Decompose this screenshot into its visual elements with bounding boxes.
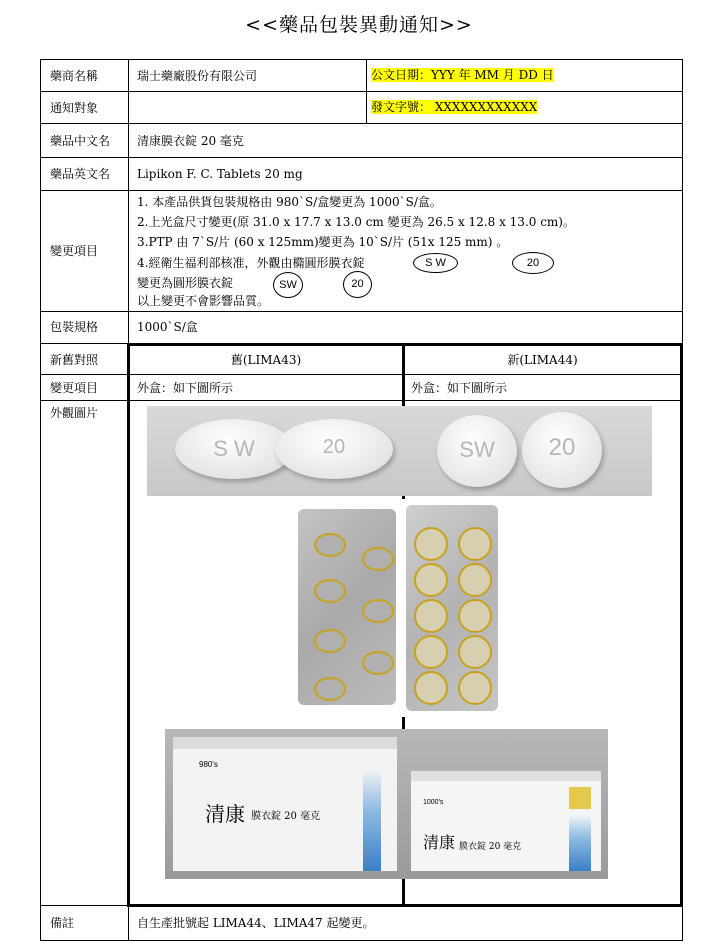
old-tablet-icon — [413, 253, 458, 273]
row-divider — [40, 400, 683, 401]
change-line-3: 3.PTP 由 7`S/片 (60 x 125mm)變更為 10`S/片 (51x 125 mm) 。 — [137, 235, 509, 249]
tablet-photo — [147, 406, 652, 496]
old-tablet-mark: S W — [425, 257, 446, 269]
blister-bubble — [414, 671, 448, 705]
new-tablet-number: 20 — [351, 278, 364, 290]
new-round-tablet-left-mark: SW — [459, 437, 495, 462]
new-tablet-number-icon — [343, 271, 372, 298]
page-title: <<藥品包裝異動通知>> — [245, 14, 473, 36]
old-oval-tablet-mark: S W — [213, 436, 255, 461]
table-border-bottom — [40, 940, 683, 941]
old-round-tablet-mark: 20 — [322, 436, 346, 458]
cn-name-label: 藥品中文名 — [50, 134, 111, 148]
blister-bubble — [314, 533, 346, 557]
new-change-value: 外盒：如下圖所示 — [411, 381, 508, 395]
compare-frame-right — [680, 343, 683, 907]
old-box-desc: 膜衣錠 20 毫克 — [251, 811, 321, 822]
blister-bubble — [458, 635, 492, 669]
appearance-label: 外觀圖片 — [50, 406, 99, 420]
change-label: 變更項目 — [50, 244, 99, 258]
new-tablet-mark: SW — [279, 279, 297, 291]
new-box-count: 1000's — [423, 799, 444, 806]
cn-name-value: 清康膜衣錠 20 毫克 — [137, 134, 244, 148]
table-border-top — [40, 59, 683, 60]
remark-label: 備註 — [50, 916, 75, 930]
old-box-brand: 清康 — [205, 802, 245, 826]
compare-frame-left — [127, 343, 130, 907]
pack-label: 包裝規格 — [50, 320, 99, 334]
change-line-6: 以上變更不會影響品質。 — [137, 294, 270, 308]
blister-bubble — [362, 599, 394, 623]
compare-label: 新舊對照 — [50, 353, 99, 367]
row-divider — [40, 123, 683, 124]
remark-value: 自生產批號起 LIMA44、LIMA47 起變更。 — [137, 916, 375, 930]
new-round-tablet-right-mark: 20 — [548, 434, 576, 461]
blister-bubble — [362, 651, 394, 675]
blister-bubble — [458, 563, 492, 597]
vendor-label: 藥商名稱 — [50, 69, 99, 83]
old-box-count: 980's — [199, 760, 218, 769]
row-divider — [40, 311, 683, 312]
blister-bubble — [458, 599, 492, 633]
old-box-blue-stripe — [363, 769, 381, 871]
change-item-label: 變更項目 — [50, 381, 99, 395]
en-name-value: Lipikon F. C. Tablets 20 mg — [137, 167, 303, 181]
blister-bubble — [314, 629, 346, 653]
row-divider — [40, 190, 683, 191]
doc-date-highlight: 公文日期：YYY 年 MM 月 DD 日 — [371, 68, 554, 82]
blister-bubble — [414, 599, 448, 633]
old-tablet-number: 20 — [526, 257, 540, 269]
compare-frame-top — [127, 343, 683, 346]
table-border-left — [40, 59, 41, 941]
blister-bubble — [362, 547, 394, 571]
vendor-value: 瑞士藥廠股份有限公司 — [137, 69, 258, 83]
new-box-blue-stripe — [569, 815, 591, 871]
blister-bubble — [314, 677, 346, 701]
new-header: 新(LIMA44) — [507, 353, 578, 367]
doc-date — [371, 67, 554, 83]
old-change-value: 外盒：如下圖所示 — [137, 381, 234, 395]
new-box-desc: 膜衣錠 20 毫克 — [459, 842, 522, 852]
change-line-5: 變更為圓形膜衣錠 — [137, 276, 234, 290]
blister-bubble — [414, 527, 448, 561]
new-box-yellow-patch — [569, 787, 591, 809]
blister-bubble — [414, 635, 448, 669]
doc-number — [371, 99, 537, 115]
compare-frame-bottom — [127, 904, 683, 907]
box-photo — [165, 729, 608, 879]
blister-bubble — [458, 671, 492, 705]
blister-bubble — [314, 579, 346, 603]
row-divider — [40, 157, 683, 158]
doc-number-highlight: 發文字號： XXXXXXXXXXXX — [371, 100, 538, 114]
change-line-1: 1. 本產品供貨包裝規格由 980`S/盒變更為 1000`S/盒。 — [137, 195, 442, 209]
old-box-top — [173, 737, 397, 749]
row-divider — [40, 374, 683, 375]
change-line-2: 2.上光盒尺寸變更(原 31.0 x 17.7 x 13.0 cm 變更為 26.5 x 12.8 x 13.0 cm)。 — [137, 215, 575, 229]
new-box-brand: 清康 — [423, 833, 456, 852]
new-tablet-icon — [273, 272, 303, 298]
en-name-label: 藥品英文名 — [50, 167, 111, 181]
blister-bubble — [414, 563, 448, 597]
notify-label: 通知對象 — [50, 101, 99, 115]
old-header: 舊(LIMA43) — [230, 353, 302, 367]
new-box-top — [411, 771, 601, 781]
pack-value: 1000`S/盒 — [137, 320, 198, 334]
change-line-4: 4.經衛生福利部核准，外觀由橢圓形膜衣錠 — [137, 256, 365, 270]
header-split-divider — [366, 59, 367, 124]
blister-bubble — [458, 527, 492, 561]
row-divider — [40, 91, 683, 92]
old-tablet-number-icon — [512, 252, 554, 274]
blister-photo — [274, 499, 527, 717]
